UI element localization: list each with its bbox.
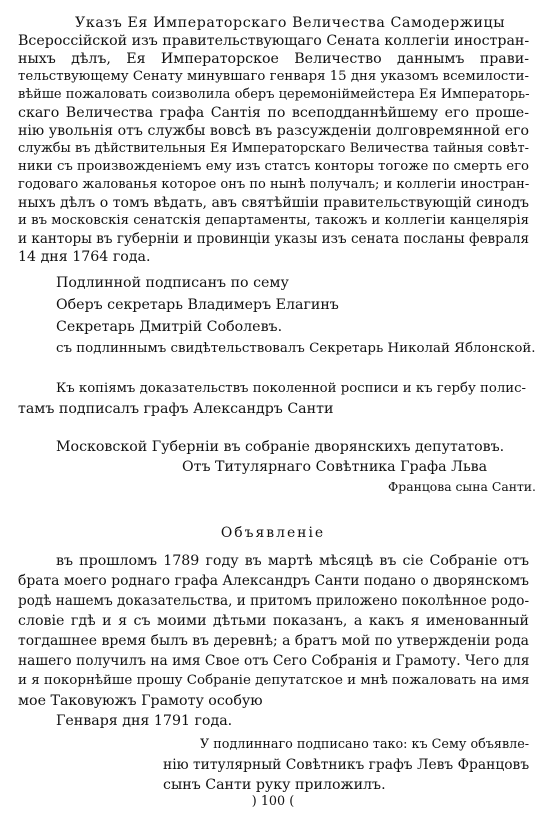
- closing-line: нію титулярный Совѣтникъ графъ Левъ Францовъ: [163, 757, 530, 773]
- announcement-line: въ прошломъ 1789 году въ мартѣ мѣсяцѣ въ сіе Собраніе отъ: [56, 553, 529, 569]
- decree-line: Указъ Ея Императорскаго Величества Самодержицы: [75, 15, 506, 31]
- decree-line: Всероссійской изъ правительствующаго Сената коллегіи иностран-: [18, 33, 530, 49]
- announcement-date: Генваря дня 1791 года.: [56, 713, 233, 729]
- decree-line: службы въ дѣйствительныя Ея Императорскаго Величества тайныя совѣт-: [18, 141, 529, 156]
- announcement-line: тогдашнее время былъ въ деревнѣ; а братъ мой по утвержденіи рода: [18, 633, 529, 649]
- decree-line: ныхъ дѣлъ, Ея Императорское Величество даннымъ прави-: [18, 51, 529, 67]
- signature-line: Секретарь Дмитрій Соболевъ.: [56, 319, 283, 335]
- decree-line: скаго Величества графа Сантія по всеподданнѣйшему его проше-: [18, 105, 529, 121]
- decree-line: тельствующему Сенату минувшаго генваря 15 дня указомъ всемилости-: [18, 69, 529, 84]
- decree-line: 14 дня 1764 года.: [18, 249, 151, 265]
- announcement-line: родѣ нашемъ доказательства, и притомъ приложено поколѣнное родо-: [18, 593, 530, 609]
- announcement-line: мое Таковуюжъ Грамоту особую: [18, 693, 263, 709]
- decree-line: годоваго жалованья которое онъ по нынѣ получалъ; и коллегіи иностран-: [18, 177, 530, 192]
- announcement-title: Объявленіе: [220, 525, 326, 541]
- signature-line: съ подлиннымъ свидѣтельствовалъ Секретарь Николай Яблонской.: [56, 341, 536, 356]
- page-number: ) 100 (: [251, 794, 295, 809]
- copies-note-line: Къ копіямъ доказательствъ поколенной росписи и къ гербу полис-: [56, 381, 526, 396]
- announcement-line: нашего получилъ на имя Свое отъ Сего Собранія и Грамоту. Чего для: [18, 653, 530, 669]
- decree-line: ныхъ дѣлъ о томъ вѣдать, авъ святѣйшіи правительствующій синодъ: [18, 195, 529, 211]
- closing-line: У подлиннаго подписано тако: къ Сему объявле-: [200, 737, 530, 752]
- address-line: Отъ Титулярнаго Совѣтника Графа Льва: [182, 459, 488, 475]
- decree-line: и канторы въ губерніи и провинціи указы изъ сената посланы февраля: [18, 231, 529, 247]
- announcement-line: брата моего роднаго графа Александръ Санти подано о дворянскомъ: [18, 573, 529, 589]
- decree-line: и въ московскія сенатскія департаменты, такожъ и коллегіи канцелярія: [18, 213, 529, 228]
- copies-note-line: тамъ подписалъ графъ Александръ Санти: [18, 401, 334, 417]
- decree-line: ники съ произвожденіемъ ему изъ статсъ конторы тогоже по смерть его: [18, 159, 529, 174]
- signature-line: Подлинной подписанъ по сему: [56, 275, 289, 291]
- decree-line: вѣйше пожаловать соизволила оберъ церемоніймейстера Ея Императорь-: [18, 87, 530, 102]
- address-line: Францова сына Санти.: [388, 480, 536, 494]
- signature-line: Оберъ секретарь Владимеръ Елагинъ: [56, 297, 339, 313]
- announcement-line: словіе гдѣ и я съ моими дѣтьми показанъ, а какъ я именованный: [18, 613, 529, 629]
- decree-line: нію увольнія отъ службы вовсѣ въ разсужденіи долговремянной его: [18, 123, 529, 139]
- announcement-line: и я покорнѣйше прошу Собраніе депутатское и мнѣ пожаловать на имя: [18, 673, 530, 688]
- closing-line: сынъ Санти руку приложилъ.: [163, 777, 386, 793]
- address-line: Московской Губерніи въ собраніе дворянскихъ депутатовъ.: [56, 439, 505, 455]
